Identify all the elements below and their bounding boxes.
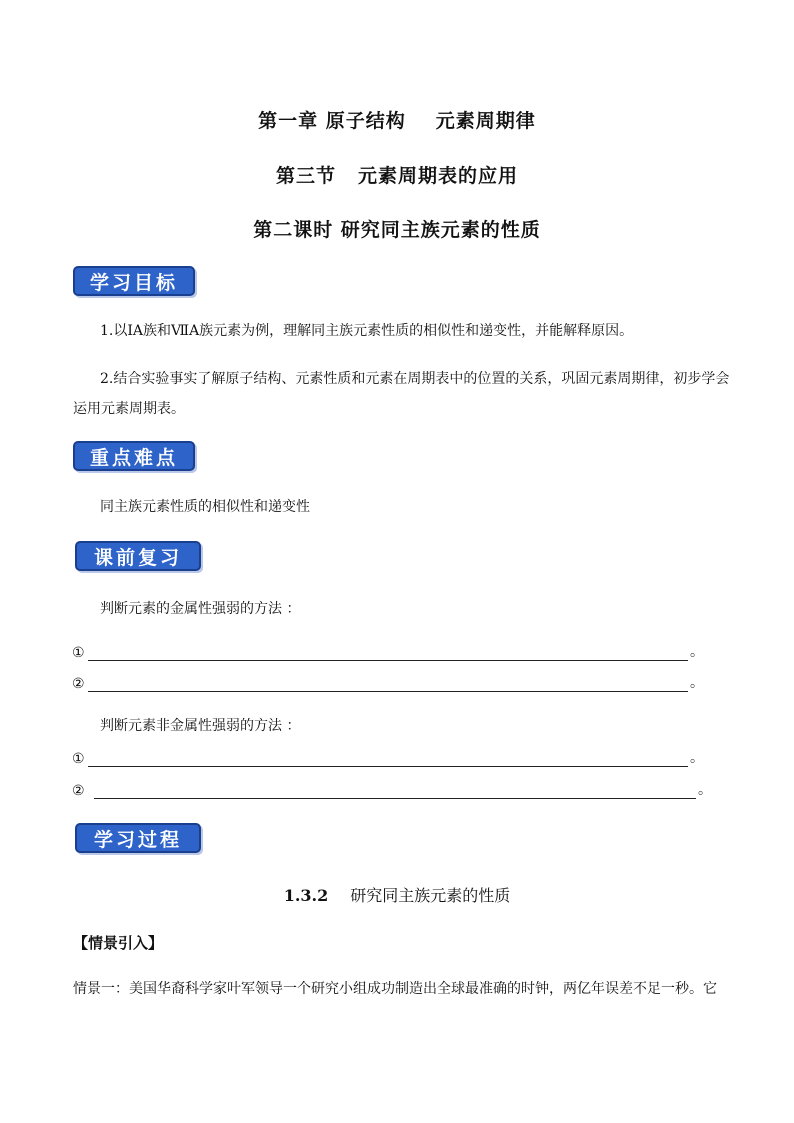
blank-mark-1: ① <box>72 645 85 661</box>
section-title <box>0 161 794 188</box>
nonmetal-blank-2[interactable] <box>72 779 712 799</box>
section-title-part-a: 第三节 <box>275 165 336 187</box>
process-number: 1.3.2 <box>283 886 329 905</box>
review-badge: 课前复习 <box>75 541 201 571</box>
chapter-title <box>0 106 794 133</box>
key-points-badge: 重点难点 <box>73 441 195 471</box>
chapter-title-part-a: 第一章 原子结构 <box>258 110 406 132</box>
intro-label: 【情景引入】 <box>73 934 164 952</box>
blank-mark-2: ② <box>72 783 85 799</box>
blank-period: 。 <box>690 750 704 766</box>
chapter-title-part-b: 元素周期律 <box>435 110 536 132</box>
blank-period: 。 <box>690 675 704 691</box>
metal-blank-1[interactable] <box>72 641 704 661</box>
fill-line[interactable] <box>88 750 688 767</box>
lesson-title: 第二课时 研究同主族元素的性质 <box>253 219 541 241</box>
objective-2: 2.结合实验事实了解原子结构、元素性质和元素在周期表中的位置的关系，巩固元素周期律，初步学会运用元素周期表。 <box>73 371 730 417</box>
blank-period: 。 <box>698 782 712 798</box>
nonmetal-prompt: 判断元素非金属性强弱的方法 ： <box>100 718 301 734</box>
section-title-part-b: 元素周期表的应用 <box>358 165 519 187</box>
nonmetal-blank-1[interactable] <box>72 747 704 767</box>
key-points-text: 同主族元素性质的相似性和递变性 <box>100 499 310 515</box>
process-badge: 学习过程 <box>75 823 201 853</box>
fill-line[interactable] <box>88 644 688 661</box>
process-title: 研究同主族元素的性质 <box>350 886 511 905</box>
blank-period: 。 <box>690 644 704 660</box>
process-subtitle <box>0 883 794 906</box>
objective-1: 1.以ⅠA族和ⅦA族元素为例，理解同主族元素性质的相似性和递变性，并能解释原因。 <box>100 323 634 339</box>
metal-prompt: 判断元素的金属性强弱的方法 ： <box>100 601 301 617</box>
blank-mark-2: ② <box>72 676 85 692</box>
fill-line[interactable] <box>94 782 696 799</box>
blank-mark-1: ① <box>72 751 85 767</box>
fill-line[interactable] <box>88 675 688 692</box>
scene-1-text: 情景一：美国华裔科学家叶军领导一个研究小组成功制造出全球最准确的时钟，两亿年误差不足一秒。它 <box>73 981 717 997</box>
objectives-badge: 学习目标 <box>73 266 195 296</box>
metal-blank-2[interactable] <box>72 672 704 692</box>
